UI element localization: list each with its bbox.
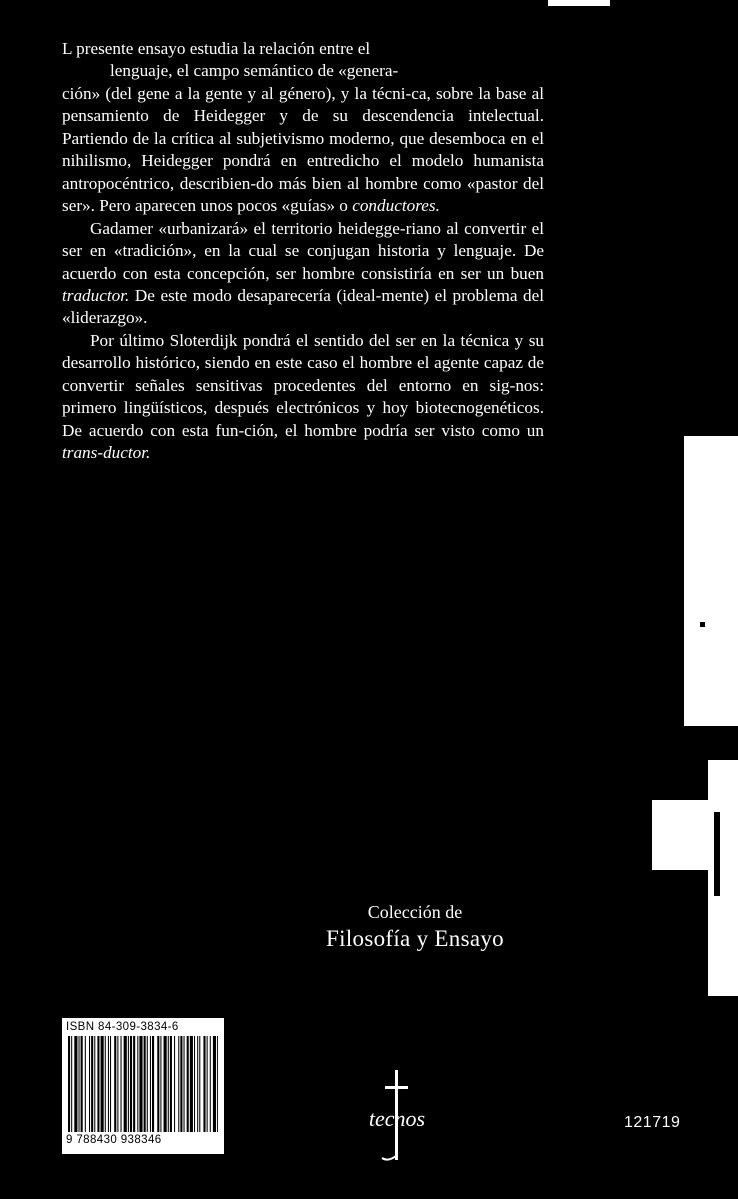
blurb-p2-text-b: De este modo desaparecería (ideal-mente) el problema del «liderazgo». (62, 285, 544, 328)
barcode-bar (117, 1036, 118, 1132)
barcode-bar (68, 1036, 70, 1132)
isbn-label: ISBN 84-309-3834-6 (66, 1021, 179, 1033)
catalog-code: 121719 (624, 1114, 681, 1131)
tecnos-logo (352, 1068, 442, 1164)
barcode-bar (170, 1036, 172, 1132)
barcode-bar (207, 1036, 208, 1132)
barcode-bar (121, 1036, 122, 1132)
barcode-bar (157, 1036, 159, 1132)
barcode-bar (150, 1036, 151, 1132)
barcode-bar (105, 1036, 106, 1132)
barcode-bar (197, 1036, 198, 1132)
blurb-p2-text-a: Gadamer «urbanizará» el territorio heidegge-riano al convertir el ser en «tradición», en la cual se conjugan historia y lenguaje. De acuerdo con esta concepción, ser hombre consistiría en ser un buen (62, 218, 544, 283)
barcode-bar (71, 1036, 72, 1132)
barcode-bar (164, 1036, 167, 1132)
logo-cross-horizontal (385, 1086, 408, 1089)
scan-artifact-mark (714, 812, 720, 896)
blurb-paragraph-1 (62, 38, 544, 218)
collection-title (300, 900, 530, 954)
blurb-paragraph-3 (62, 330, 544, 465)
blurb-p3-text: Por último Sloterdijk pondrá el sentido del ser en la técnica y su desarrollo histórico, siendo en este caso el hombre el agente capaz de convertir señales sensitivas procedentes del entorno en sig-nos: primero lingüísticos, después electrónicos y hoy biotecnogenéticos. De acuerdo con esta fun-ción, el hombre podría ser visto como un (62, 330, 544, 440)
barcode-bar (199, 1036, 200, 1132)
blurb-p1-italic: conductores. (352, 196, 440, 216)
barcode-bar (74, 1036, 77, 1132)
barcode-bar (147, 1036, 148, 1132)
logo-cross-foot (382, 1156, 396, 1160)
collection-line-2: Filosofía y Ensayo (326, 926, 504, 951)
barcode-bar (190, 1036, 193, 1132)
barcode-bar (194, 1036, 195, 1132)
ean-number: 9 788430 938346 (66, 1134, 162, 1146)
barcode-bar (187, 1036, 189, 1132)
blurb-p2-italic: traductor. (62, 285, 130, 305)
barcode-bar (168, 1036, 169, 1132)
barcode-bar (81, 1036, 83, 1132)
barcode-bar (110, 1036, 111, 1132)
scan-artifact-right-strip (708, 760, 738, 996)
barcode-bar (124, 1036, 127, 1132)
blurb-p1-text: ción» (del gene a la gente y al género), y la técni-ca, sobre la base al pensamiento de Heidegger y de su descendencia intelectual. Partiendo de la crítica al subjetivismo moderno, que desemboca en el nihilismo, Heidegger pondrá en entredicho el modelo humanista antropocéntrico, describien-do más bien al hombre como «pastor del ser». Pero aparecen unos pocos «guías» o (62, 83, 544, 216)
barcode-bar (160, 1036, 161, 1132)
barcode-bar (152, 1036, 154, 1132)
barcode-bar (178, 1036, 179, 1132)
barcode-bar (213, 1036, 216, 1132)
barcode-bar (94, 1036, 95, 1132)
barcode-bar (85, 1036, 86, 1132)
barcode-bar (91, 1036, 93, 1132)
barcode-bar (130, 1036, 132, 1132)
barcode-bar (114, 1036, 116, 1132)
barcode-bar (144, 1036, 146, 1132)
barcode-bar (210, 1036, 211, 1132)
barcode-bar (79, 1036, 80, 1132)
barcode-bar (217, 1036, 218, 1132)
scan-artifact-right-band (684, 436, 738, 726)
barcode-bar (101, 1036, 104, 1132)
barcode-bar (184, 1036, 185, 1132)
barcode-bar (180, 1036, 182, 1132)
barcode (62, 1018, 224, 1154)
back-cover-blurb (62, 38, 544, 465)
barcode-bar (108, 1036, 109, 1132)
logo-text: tecnos (368, 1106, 426, 1131)
blurb-paragraph-2 (62, 218, 544, 330)
barcode-bar (128, 1036, 129, 1132)
blurb-line-2: lenguaje, el campo semántico de «genera- (110, 61, 399, 81)
scan-artifact-dot (700, 622, 705, 627)
barcode-bar (137, 1036, 138, 1132)
collection-line-1: Colección de (367, 902, 463, 922)
barcode-bar (139, 1036, 142, 1132)
barcode-bars (68, 1036, 218, 1132)
blurb-line-1: L presente ensayo estudia la relación entre el (62, 39, 371, 58)
blurb-p3-italic: trans-ductor. (62, 443, 151, 463)
barcode-bar (133, 1036, 135, 1132)
barcode-bar (174, 1036, 175, 1132)
barcode-bar (203, 1036, 205, 1132)
barcode-bar (97, 1036, 99, 1132)
barcode-bar (89, 1036, 90, 1132)
scan-artifact-top (548, 0, 610, 6)
